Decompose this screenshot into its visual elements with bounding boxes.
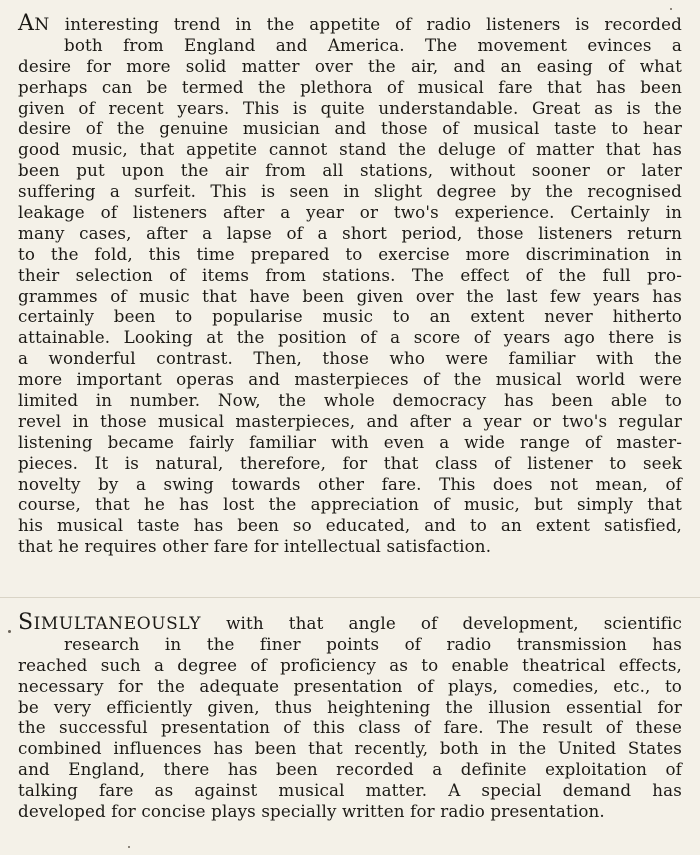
text-line: certainly been to popularise music to an extent never hitherto — [18, 306, 682, 327]
text-line: reached such a degree of proficiency as to enable theatrical effects, — [18, 654, 682, 675]
text-line: combined influences has been that recently, both in the United States — [18, 738, 682, 759]
text-line: the successful presentation of this class of fare. The result of these — [18, 717, 682, 738]
text-line: leakage of listeners after a year or two's experience. Certainly in — [18, 202, 682, 223]
text-line: attainable. Looking at the position of a score of years ago there is — [18, 327, 682, 348]
text-line: research in the finer points of radio transmission has — [64, 633, 682, 654]
text-line: his musical taste has been so educated, and to an extent satisfied, — [18, 515, 682, 536]
text-line: grammes of music that have been given over the last few years has — [18, 285, 682, 306]
text-line: many cases, after a lapse of a short period, those listeners return — [18, 222, 682, 243]
drop-cap: S — [18, 610, 34, 635]
text-line: good music, that appetite cannot stand the deluge of matter that has — [18, 139, 682, 160]
text-line: suffering a surfeit. This is seen in slight degree by the recognised — [18, 181, 682, 202]
text-line: desire for more solid matter over the air, and an easing of what — [18, 55, 682, 76]
text-line: novelty by a swing towards other fare. This does not mean, of — [18, 473, 682, 494]
text-line: course, that he has lost the appreciation of music, but simply that — [18, 494, 682, 515]
text-line: their selection of items from stations. The effect of the full pro- — [18, 264, 682, 285]
text-line: revel in those musical masterpieces, and after a year or two's regular — [18, 410, 682, 431]
text-line: a wonderful contrast. Then, those who were familiar with the — [18, 348, 682, 369]
line-text: with that angle of development, scientific — [201, 613, 682, 633]
text-line: more important operas and masterpieces of the musical world were — [18, 369, 682, 390]
text-line: given of recent years. This is quite understandable. Great as is the — [18, 97, 682, 118]
text-line — [18, 610, 682, 635]
print-speck — [670, 8, 672, 10]
print-speck — [8, 630, 11, 633]
text-line: desire of the genuine musician and those of musical taste to hear — [18, 118, 682, 139]
text-line: both from England and America. The movement evinces a — [64, 34, 682, 55]
opening-caps: N — [34, 15, 50, 35]
text-line: be very efficiently given, thus heightening the illusion essential for — [18, 696, 682, 717]
text-line: perhaps can be termed the plethora of musical fare that has been — [18, 76, 682, 97]
text-line: and England, there has been recorded a definite exploitation of — [18, 759, 682, 780]
paragraph-1 — [18, 11, 682, 557]
text-line: to the fold, this time prepared to exercise more discrimination in — [18, 243, 682, 264]
text-line: limited in number. Now, the whole democracy has been able to — [18, 390, 682, 411]
text-line: developed for concise plays specially written for radio presentation. — [18, 801, 605, 822]
drop-cap: A — [18, 11, 35, 36]
text-line: necessary for the adequate presentation of plays, comedies, etc., to — [18, 675, 682, 696]
text-line — [18, 11, 682, 36]
text-line: been put upon the air from all stations, without sooner or later — [18, 160, 682, 181]
print-speck — [128, 846, 130, 848]
opening-caps: IMULTANEOUSLY — [33, 614, 202, 634]
text-line: talking fare as against musical matter. A special demand has — [18, 780, 682, 801]
text-line: that he requires other fare for intellectual satisfaction. — [18, 536, 492, 557]
paragraph-2 — [18, 610, 682, 822]
text-line: pieces. It is natural, therefore, for that class of listener to seek — [18, 452, 682, 473]
paragraph-divider — [0, 597, 700, 598]
text-line: listening became fairly familiar with even a wide range of master- — [18, 431, 682, 452]
line-text: interesting trend in the appetite of radio listeners is recorded — [49, 14, 682, 34]
